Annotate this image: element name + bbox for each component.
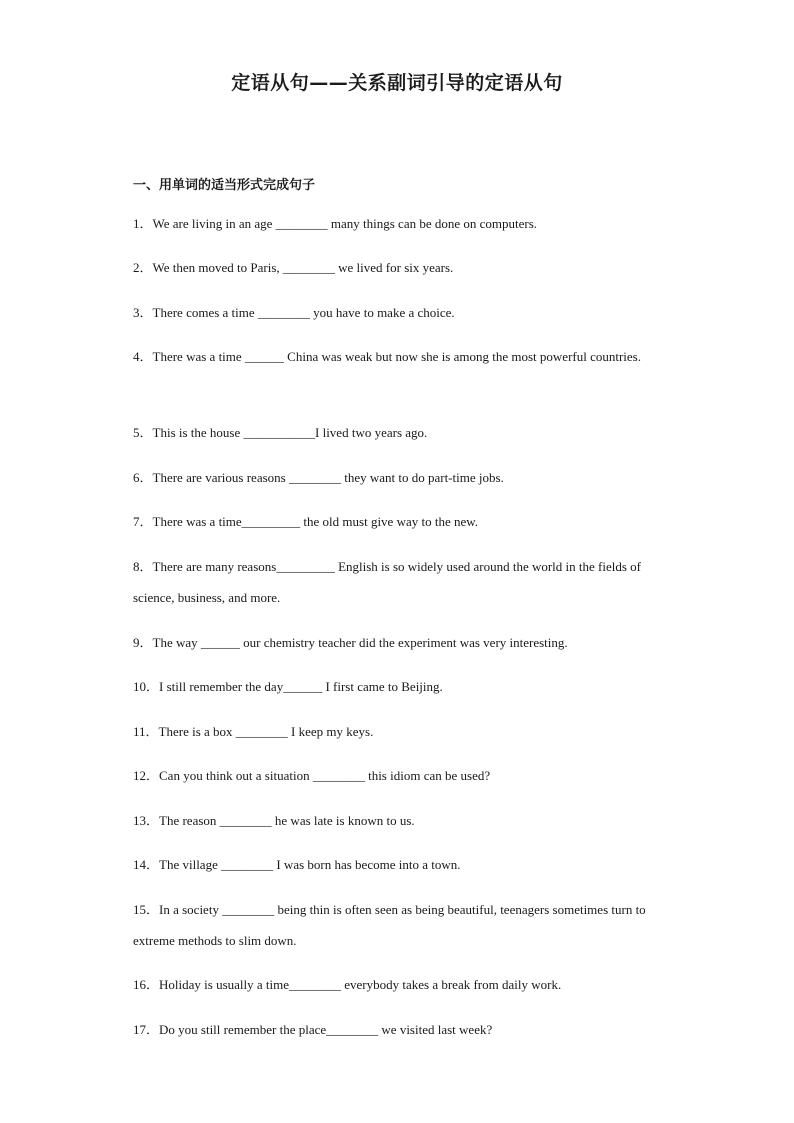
question-text: There are many reasons_________ English is so widely used around the world in the fields of science, business, and more. [133,559,641,605]
question-item: 3．There comes a time ________ you have to make a choice. [133,305,455,320]
question-item: 9．The way ______ our chemistry teacher did the experiment was very interesting. [133,635,568,650]
question-text: Holiday is usually a time________ everybody takes a break from daily work. [159,977,562,992]
question-item: 10．I still remember the day______ I first came to Beijing. [133,679,443,694]
question-item: 12．Can you think out a situation ________ this idiom can be used? [133,768,491,783]
question-text: We are living in an age ________ many things can be done on computers. [152,216,538,231]
question-text: The way ______ our chemistry teacher did the experiment was very interesting. [152,635,568,650]
question-text: I still remember the day______ I first came to Beijing. [159,679,443,694]
question-text: There was a time_________ the old must give way to the new. [152,514,479,529]
question-item: 17．Do you still remember the place________ we visited last week? [133,1022,493,1037]
question-text: Do you still remember the place________ we visited last week? [159,1022,493,1037]
question-text: There comes a time ________ you have to make a choice. [152,305,455,320]
question-item: 13．The reason ________ he was late is known to us. [133,813,415,828]
question-text: The village ________ I was born has become into a town. [159,857,461,872]
question-item: 16．Holiday is usually a time________ everybody takes a break from daily work. [133,977,562,992]
question-text: There was a time ______ China was weak but now she is among the most powerful countries. [152,349,641,364]
section-heading: 一、用单词的适当形式完成句子 [133,178,316,193]
question-item: 7．There was a time_________ the old must give way to the new. [133,514,479,529]
question-text: There is a box ________ I keep my keys. [158,724,374,739]
question-item: 11．There is a box ________ I keep my keys. [133,724,374,739]
question-item: 14．The village ________ I was born has become into a town. [133,857,461,872]
question-text: The reason ________ he was late is known to us. [159,813,415,828]
question-text: We then moved to Paris, ________ we lived for six years. [152,260,454,275]
question-item: 8．There are many reasons_________ English is so widely used around the world in the fields of science, business, and more. [133,559,641,605]
question-item: 5．This is the house ___________I lived two years ago. [133,425,428,440]
page-title: 定语从句——关系副词引导的定语从句 [231,72,563,94]
question-text: Can you think out a situation ________ this idiom can be used? [159,768,491,783]
question-text: There are various reasons ________ they want to do part-time jobs. [152,470,504,485]
question-item: 2．We then moved to Paris, ________ we lived for six years. [133,260,454,275]
question-text: In a society ________ being thin is often seen as being beautiful, teenagers sometimes turn to extreme methods to slim down. [133,902,646,948]
question-item: 6．There are various reasons ________ they want to do part-time jobs. [133,470,504,485]
question-text: This is the house ___________I lived two years ago. [152,425,428,440]
question-item: 15．In a society ________ being thin is often seen as being beautiful, teenagers sometimes turn to extreme methods to slim down. [133,902,646,948]
question-item: 4．There was a time ______ China was weak but now she is among the most powerful countries. [133,349,641,364]
question-item: 1．We are living in an age ________ many things can be done on computers. [133,216,538,231]
